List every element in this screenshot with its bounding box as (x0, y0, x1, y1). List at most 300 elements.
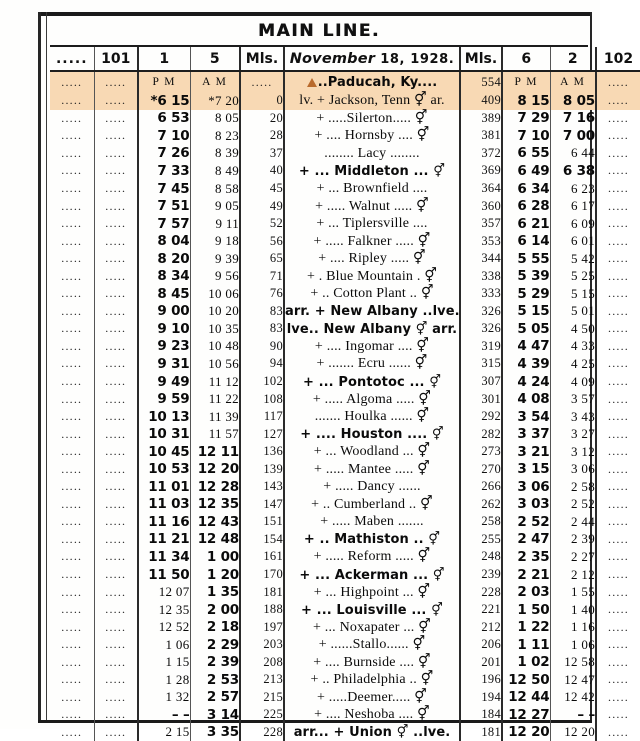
cell-train-1-time: 7 51 (138, 197, 190, 215)
cell-miles-left: 215 (240, 689, 284, 707)
header-train-101: 101 (94, 47, 138, 71)
cell-train-6-time: 12 50 (502, 671, 550, 689)
station-name: + .... Hornsby .... ⚥ (314, 128, 430, 144)
cell-train-2-time: 1 55 (550, 583, 596, 601)
table-row (50, 460, 640, 478)
table-row (50, 180, 640, 198)
cell-miles-left: 65 (240, 250, 284, 268)
cell-train-5-time: 9 05 (190, 197, 240, 215)
header-date-month: November (289, 50, 376, 67)
cell-train-5-time: 11 39 (190, 408, 240, 426)
cell-miles-right: 228 (460, 583, 502, 601)
station-name: + .... Neshoba .... ⚥ (314, 707, 430, 723)
cell-train-6-time: 5 05 (502, 320, 550, 338)
cell-train-101: ..... (94, 408, 138, 426)
cell-train-1-time: 10 13 (138, 408, 190, 426)
cell-train-2-time: 2 39 (550, 531, 596, 549)
cell-outer-left-dots: ..... (50, 145, 94, 163)
station-name: + ... Middleton ... ⚥ (298, 163, 446, 179)
cell-train-6-time: 5 39 (502, 267, 550, 285)
cell-miles-left: 83 (240, 320, 284, 338)
cell-miles-right: 181 (460, 724, 502, 741)
cell-station (284, 425, 460, 443)
cell-miles-left: 102 (240, 373, 284, 391)
cell-train-6-time: 3 15 (502, 460, 550, 478)
cell-train-102: ..... (608, 163, 629, 178)
cell-miles-left: 108 (240, 390, 284, 408)
cell-train-5-time: 9 11 (190, 215, 240, 233)
cell-train-2-time: – – (550, 706, 596, 724)
cell-outer-left-dots: ..... (50, 513, 94, 531)
cell-station (284, 180, 460, 198)
table-row (50, 636, 640, 654)
station-name: lve.. New Albany ⚥ arr. (286, 321, 458, 337)
cell-station (284, 267, 460, 285)
top-rule (38, 12, 592, 16)
cell-train-6-time: 2 35 (502, 548, 550, 566)
cell-train-102: ..... (608, 286, 629, 301)
cell-miles-left: ..... (240, 71, 284, 92)
table-header-row (50, 47, 640, 71)
table-row (50, 443, 640, 461)
cell-miles-right: 266 (460, 478, 502, 496)
cell-train-101: ..... (94, 285, 138, 303)
cell-outer-left-dots: ..... (50, 110, 94, 128)
cell-train-1-time: 8 04 (138, 232, 190, 250)
cell-train-101: ..... (94, 71, 138, 92)
cell-miles-right: 206 (460, 636, 502, 654)
cell-station (284, 390, 460, 408)
cell-train-5-time: 12 20 (190, 460, 240, 478)
cell-outer-left-dots: ..... (50, 706, 94, 724)
cell-station (284, 636, 460, 654)
cell-miles-right: 409 (460, 92, 502, 110)
diamond-icon (307, 78, 317, 87)
cell-train-5-time: 2 53 (190, 671, 240, 689)
station-name: arr... + Union ⚥ ..lve. (293, 725, 451, 741)
cell-train-1-time: *6 15 (138, 92, 190, 110)
station-name: + ... Pontotoc ... ⚥ (302, 374, 442, 390)
cell-train-2-time: 7 16 (550, 110, 596, 128)
cell-train-5-time: 10 06 (190, 285, 240, 303)
table-row (50, 425, 640, 443)
station-name: + ... Louisville ... ⚥ (301, 602, 443, 618)
cell-train-6-time: 3 37 (502, 425, 550, 443)
cell-train-102: ..... (608, 444, 629, 459)
cell-miles-left: 225 (240, 706, 284, 724)
table-row (50, 513, 640, 531)
cell-outer-left-dots: ..... (50, 408, 94, 426)
table-row (50, 355, 640, 373)
station-name: + ... Noxapater ... ⚥ (312, 619, 432, 635)
cell-train-101: ..... (94, 724, 138, 741)
table-row (50, 706, 640, 724)
cell-train-101: ..... (94, 250, 138, 268)
cell-station (284, 373, 460, 391)
cell-train-5-time: 12 48 (190, 531, 240, 549)
station-name: + .. Cumberland .. ⚥ (311, 496, 433, 512)
station-name: + .. Cotton Plant .. ⚥ (310, 286, 434, 302)
cell-outer-left-dots: ..... (50, 443, 94, 461)
cell-outer-left-dots: ..... (50, 355, 94, 373)
cell-train-2-time: 4 09 (550, 373, 596, 391)
cell-train-101: ..... (94, 636, 138, 654)
cell-miles-left: 147 (240, 496, 284, 514)
cell-train-1-time: 11 21 (138, 531, 190, 549)
cell-outer-left-dots: ..... (50, 478, 94, 496)
cell-train-102: ..... (608, 409, 629, 424)
cell-outer-left-dots: ..... (50, 636, 94, 654)
cell-outer-left-dots: ..... (50, 303, 94, 321)
cell-train-6-time: 6 21 (502, 215, 550, 233)
cell-train-102: ..... (596, 71, 640, 92)
cell-train-2-time: 4 25 (550, 355, 596, 373)
cell-miles-right: 212 (460, 618, 502, 636)
cell-train-101: ..... (94, 127, 138, 145)
cell-train-6-time: 6 14 (502, 232, 550, 250)
cell-miles-right: 338 (460, 267, 502, 285)
cell-train-5-time: 12 43 (190, 513, 240, 531)
station-name: + .... Burnside .... ⚥ (313, 654, 431, 670)
cell-train-5-time: 1 20 (190, 566, 240, 584)
cell-station (284, 478, 460, 496)
cell-train-2-time: 12 20 (550, 724, 596, 741)
cell-miles-right: 221 (460, 601, 502, 619)
table-row (50, 215, 640, 233)
cell-train-6-time: 4 39 (502, 355, 550, 373)
station-name: + ... Highpoint ... ⚥ (313, 584, 431, 600)
cell-train-2-time: 6 38 (550, 162, 596, 180)
cell-train-2-time: 8 05 (550, 92, 596, 110)
cell-train-1-time: 11 16 (138, 513, 190, 531)
cell-train-101: ..... (94, 162, 138, 180)
cell-outer-left-dots: ..... (50, 583, 94, 601)
table-row (50, 127, 640, 145)
cell-miles-left: 188 (240, 601, 284, 619)
cell-train-1-time: 11 50 (138, 566, 190, 584)
cell-train-1-time: 6 53 (138, 110, 190, 128)
cell-miles-right: 282 (460, 425, 502, 443)
cell-train-5-time: 2 18 (190, 618, 240, 636)
cell-train-101: ..... (94, 548, 138, 566)
cell-train-101: ..... (94, 583, 138, 601)
cell-outer-left-dots: ..... (50, 531, 94, 549)
cell-outer-left-dots: ..... (50, 566, 94, 584)
cell-outer-left-dots: ..... (50, 338, 94, 356)
station-name: + .....Silerton..... ⚥ (316, 110, 428, 126)
station-name: + ..... Dancy ...... (323, 479, 421, 495)
cell-station (284, 706, 460, 724)
station-name: + . Blue Mountain . ⚥ (306, 268, 438, 284)
cell-train-6-time: 4 08 (502, 390, 550, 408)
cell-train-1-time: 12 52 (138, 618, 190, 636)
cell-outer-left-dots: ..... (50, 71, 94, 92)
cell-train-1-time: – – (138, 706, 190, 724)
cell-station (284, 110, 460, 128)
cell-miles-left: 161 (240, 548, 284, 566)
cell-station (284, 531, 460, 549)
cell-train-2-time: 5 01 (550, 303, 596, 321)
table-row (50, 618, 640, 636)
cell-train-1-time: 7 57 (138, 215, 190, 233)
cell-train-101: ..... (94, 443, 138, 461)
cell-train-102: ..... (608, 672, 629, 687)
cell-miles-right: 353 (460, 232, 502, 250)
cell-outer-left-dots: ..... (50, 250, 94, 268)
cell-miles-left: 139 (240, 460, 284, 478)
cell-train-6-time: 4 24 (502, 373, 550, 391)
cell-miles-left: 143 (240, 478, 284, 496)
cell-station (284, 654, 460, 672)
page-title (50, 18, 588, 44)
station-name: + ..... Walnut ..... ⚥ (315, 198, 429, 214)
cell-station (284, 601, 460, 619)
cell-train-101: ..... (94, 232, 138, 250)
cell-train-101: ..... (94, 513, 138, 531)
cell-train-101: ..... (94, 390, 138, 408)
cell-train-5-time: 12 11 (190, 443, 240, 461)
cell-train-6-time: 6 34 (502, 180, 550, 198)
table-row (50, 583, 640, 601)
cell-train-6-time: 4 47 (502, 338, 550, 356)
cell-train-101: ..... (94, 654, 138, 672)
cell-train-1-time: 7 26 (138, 145, 190, 163)
header-date (284, 47, 460, 71)
cell-miles-left: 170 (240, 566, 284, 584)
cell-train-1-time: P M (138, 71, 190, 92)
station-name: + ... Brownfield .... (316, 181, 428, 196)
cell-train-5-time: A M (190, 71, 240, 92)
cell-miles-left: 52 (240, 215, 284, 233)
cell-train-102: ..... (608, 374, 629, 389)
cell-miles-right: 270 (460, 460, 502, 478)
cell-train-101: ..... (94, 601, 138, 619)
cell-train-2-time: 5 15 (550, 285, 596, 303)
cell-train-101: ..... (94, 478, 138, 496)
cell-train-6-time: 12 27 (502, 706, 550, 724)
cell-station (284, 92, 460, 110)
cell-train-102: ..... (608, 145, 629, 160)
cell-miles-left: 94 (240, 355, 284, 373)
cell-station (284, 460, 460, 478)
station-name: + .. Philadelphia .. ⚥ (310, 672, 434, 688)
station-name: + .... Ingomar .... ⚥ (314, 338, 430, 354)
cell-miles-left: 151 (240, 513, 284, 531)
cell-train-101: ..... (94, 145, 138, 163)
cell-miles-right: 381 (460, 127, 502, 145)
table-row (50, 110, 640, 128)
cell-train-2-time: 6 09 (550, 215, 596, 233)
table-body (50, 71, 640, 741)
cell-train-102: ..... (608, 637, 629, 652)
cell-train-101: ..... (94, 338, 138, 356)
cell-miles-right: 333 (460, 285, 502, 303)
cell-outer-left-dots: ..... (50, 373, 94, 391)
cell-train-5-time: 10 48 (190, 338, 240, 356)
cell-train-101: ..... (94, 267, 138, 285)
cell-station (284, 162, 460, 180)
cell-train-2-time: 2 27 (550, 548, 596, 566)
cell-train-1-time: 11 03 (138, 496, 190, 514)
cell-train-1-time: 9 59 (138, 390, 190, 408)
cell-station (284, 443, 460, 461)
station-name: + ....... Ecru ...... ⚥ (316, 356, 428, 372)
table-row (50, 671, 640, 689)
cell-train-2-time: 4 33 (550, 338, 596, 356)
cell-train-2-time: 1 06 (550, 636, 596, 654)
cell-train-2-time: 2 58 (550, 478, 596, 496)
cell-outer-left-dots: ..... (50, 460, 94, 478)
cell-train-5-time: 11 57 (190, 425, 240, 443)
cell-miles-left: 154 (240, 531, 284, 549)
cell-train-6-time: 5 55 (502, 250, 550, 268)
cell-train-2-time: 12 58 (550, 654, 596, 672)
cell-train-2-time: 1 16 (550, 618, 596, 636)
cell-train-5-time: 8 49 (190, 162, 240, 180)
cell-train-6-time: 6 55 (502, 145, 550, 163)
table-row (50, 267, 640, 285)
cell-outer-left-dots: ..... (50, 601, 94, 619)
table-row (50, 496, 640, 514)
cell-train-6-time: 3 54 (502, 408, 550, 426)
table-row (50, 531, 640, 549)
cell-train-101: ..... (94, 706, 138, 724)
cell-outer-left-dots: ..... (50, 197, 94, 215)
cell-train-1-time: 7 33 (138, 162, 190, 180)
table-row (50, 373, 640, 391)
cell-train-101: ..... (94, 197, 138, 215)
cell-miles-left: 28 (240, 127, 284, 145)
cell-train-1-time: 10 31 (138, 425, 190, 443)
cell-train-5-time: 8 58 (190, 180, 240, 198)
table-row (50, 92, 640, 110)
table-row (50, 548, 640, 566)
table-row (50, 654, 640, 672)
cell-miles-left: 228 (240, 724, 284, 741)
cell-train-2-time: 2 12 (550, 566, 596, 584)
cell-train-2-time: A M (550, 71, 596, 92)
cell-train-102: ..... (608, 268, 629, 283)
cell-train-2-time: 6 01 (550, 232, 596, 250)
cell-miles-right: 239 (460, 566, 502, 584)
table-row (50, 566, 640, 584)
cell-miles-left: 0 (240, 92, 284, 110)
cell-station (284, 618, 460, 636)
cell-train-5-time: *7 20 (190, 92, 240, 110)
cell-outer-left-dots: ..... (50, 320, 94, 338)
cell-train-1-time: 1 32 (138, 689, 190, 707)
cell-train-102: ..... (608, 707, 629, 722)
cell-train-101: ..... (94, 215, 138, 233)
header-outer-left-dots: ..... (50, 47, 94, 71)
cell-miles-right: 248 (460, 548, 502, 566)
cell-train-1-time: 12 35 (138, 601, 190, 619)
cell-miles-right: 184 (460, 706, 502, 724)
station-name: + .....Deemer..... ⚥ (316, 689, 428, 705)
cell-station (284, 145, 460, 163)
cell-miles-left: 76 (240, 285, 284, 303)
cell-train-5-time: 2 00 (190, 601, 240, 619)
cell-train-101: ..... (94, 671, 138, 689)
cell-outer-left-dots: ..... (50, 127, 94, 145)
table-row (50, 162, 640, 180)
table-row (50, 197, 640, 215)
cell-train-102: ..... (608, 391, 629, 406)
cell-train-102: ..... (608, 724, 629, 739)
cell-train-102: ..... (608, 338, 629, 353)
cell-train-2-time: 5 42 (550, 250, 596, 268)
cell-train-102: ..... (608, 251, 629, 266)
cell-train-5-time: 1 00 (190, 548, 240, 566)
cell-train-102: ..... (608, 128, 629, 143)
cell-miles-right: 554 (460, 71, 502, 92)
station-name: + .. Mathiston .. ⚥ (303, 532, 441, 548)
left-border-inner (46, 12, 47, 723)
cell-station (284, 71, 460, 92)
cell-train-1-time: 11 01 (138, 478, 190, 496)
cell-miles-right: 389 (460, 110, 502, 128)
cell-miles-left: 45 (240, 180, 284, 198)
cell-train-101: ..... (94, 180, 138, 198)
cell-train-2-time: 12 47 (550, 671, 596, 689)
cell-train-102: ..... (608, 426, 629, 441)
cell-train-5-time: 2 57 (190, 689, 240, 707)
station-name: + .... Houston .... ⚥ (300, 427, 444, 443)
cell-outer-left-dots: ..... (50, 618, 94, 636)
cell-train-5-time: 10 56 (190, 355, 240, 373)
cell-train-102: ..... (596, 92, 640, 110)
cell-train-101: ..... (94, 460, 138, 478)
cell-station (284, 303, 460, 321)
cell-train-2-time: 3 57 (550, 390, 596, 408)
cell-train-6-time: 5 15 (502, 303, 550, 321)
cell-train-101: ..... (94, 496, 138, 514)
page-title-text: MAIN LINE. (257, 21, 380, 41)
cell-train-102: ..... (608, 496, 629, 511)
station-name: ..Paducah, Ky.... (317, 75, 438, 90)
cell-train-2-time: 4 50 (550, 320, 596, 338)
header-train-102: 102 (596, 47, 640, 71)
cell-train-101: ..... (94, 320, 138, 338)
station-name: + ... Tiplersville .... (316, 216, 428, 232)
cell-miles-right: 344 (460, 250, 502, 268)
cell-miles-left: 197 (240, 618, 284, 636)
cell-train-6-time: 2 03 (502, 583, 550, 601)
cell-miles-right: 319 (460, 338, 502, 356)
cell-train-6-time: P M (502, 71, 550, 92)
cell-station (284, 496, 460, 514)
cell-train-1-time: 2 15 (138, 724, 190, 741)
cell-train-102: ..... (608, 110, 629, 125)
station-name: + ..... Maben ....... (320, 514, 424, 530)
cell-miles-right: 372 (460, 145, 502, 163)
cell-train-2-time: 2 52 (550, 496, 596, 514)
table-row (50, 250, 640, 268)
cell-miles-right: 255 (460, 531, 502, 549)
cell-station (284, 548, 460, 566)
cell-train-102: ..... (608, 602, 629, 617)
cell-station (284, 197, 460, 215)
cell-miles-right: 315 (460, 355, 502, 373)
cell-train-102: ..... (608, 567, 629, 582)
table-row (50, 689, 640, 707)
cell-station (284, 408, 460, 426)
cell-train-102: ..... (608, 479, 629, 494)
cell-train-5-time: 9 56 (190, 267, 240, 285)
cell-miles-left: 37 (240, 145, 284, 163)
cell-train-1-time: 9 31 (138, 355, 190, 373)
cell-miles-right: 326 (460, 303, 502, 321)
